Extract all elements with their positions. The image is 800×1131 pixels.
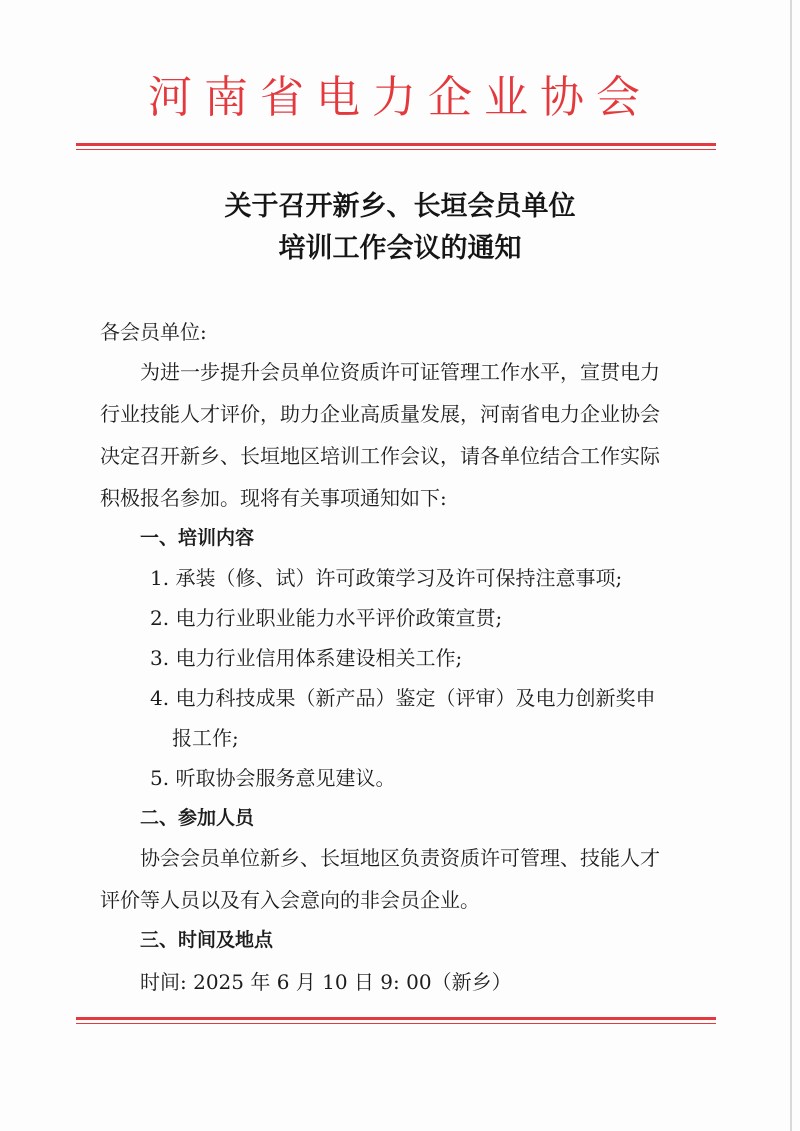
intro-line: 积极报名参加。现将有关事项通知如下: (100, 486, 447, 510)
scan-edge-shadow (790, 0, 792, 1131)
masthead-red-rule (76, 143, 716, 146)
notice-title-line2: 培训工作会议的通知 (278, 233, 522, 264)
list-item: 3. 电力行业信用体系建设相关工作; (150, 646, 463, 670)
intro-line: 为进一步提升会员单位资质许可证管理工作水平，宣贯电力 (140, 360, 660, 384)
notice-title-line1: 关于召开新乡、长垣会员单位 (224, 191, 576, 222)
section3-heading: 三、时间及地点 (140, 929, 274, 951)
participants-line: 评价等人员以及有入会意向的非会员企业。 (100, 888, 480, 912)
time-line: 时间: 2025 年 6 月 10 日 9: 00（新乡） (140, 970, 512, 994)
list-item: 5. 听取协会服务意见建议。 (150, 766, 396, 790)
list-item: 2. 电力行业职业能力水平评价政策宣贯; (150, 606, 503, 630)
list-item: 1. 承装（修、试）许可政策学习及许可保持注意事项; (150, 566, 623, 590)
masthead-red-rule-thin (76, 149, 716, 150)
participants-line: 协会会员单位新乡、长垣地区负责资质许可管理、技能人才 (140, 846, 660, 870)
org-masthead: 河南省电力企业协会 (148, 72, 652, 123)
intro-line: 决定召开新乡、长垣地区培训工作会议，请各单位结合工作实际 (100, 444, 660, 468)
intro-line: 行业技能人才评价，助力企业高质量发展，河南省电力企业协会 (100, 402, 660, 426)
footer-red-rule-thin (76, 1023, 716, 1024)
footer-red-rule (76, 1017, 716, 1020)
section2-heading: 二、参加人员 (140, 807, 255, 829)
salutation: 各会员单位: (100, 320, 207, 344)
list-item: 4. 电力科技成果（新产品）鉴定（评审）及电力创新奖申 (150, 686, 656, 710)
list-item-continuation: 报工作; (172, 726, 239, 750)
section1-heading: 一、培训内容 (140, 527, 255, 549)
